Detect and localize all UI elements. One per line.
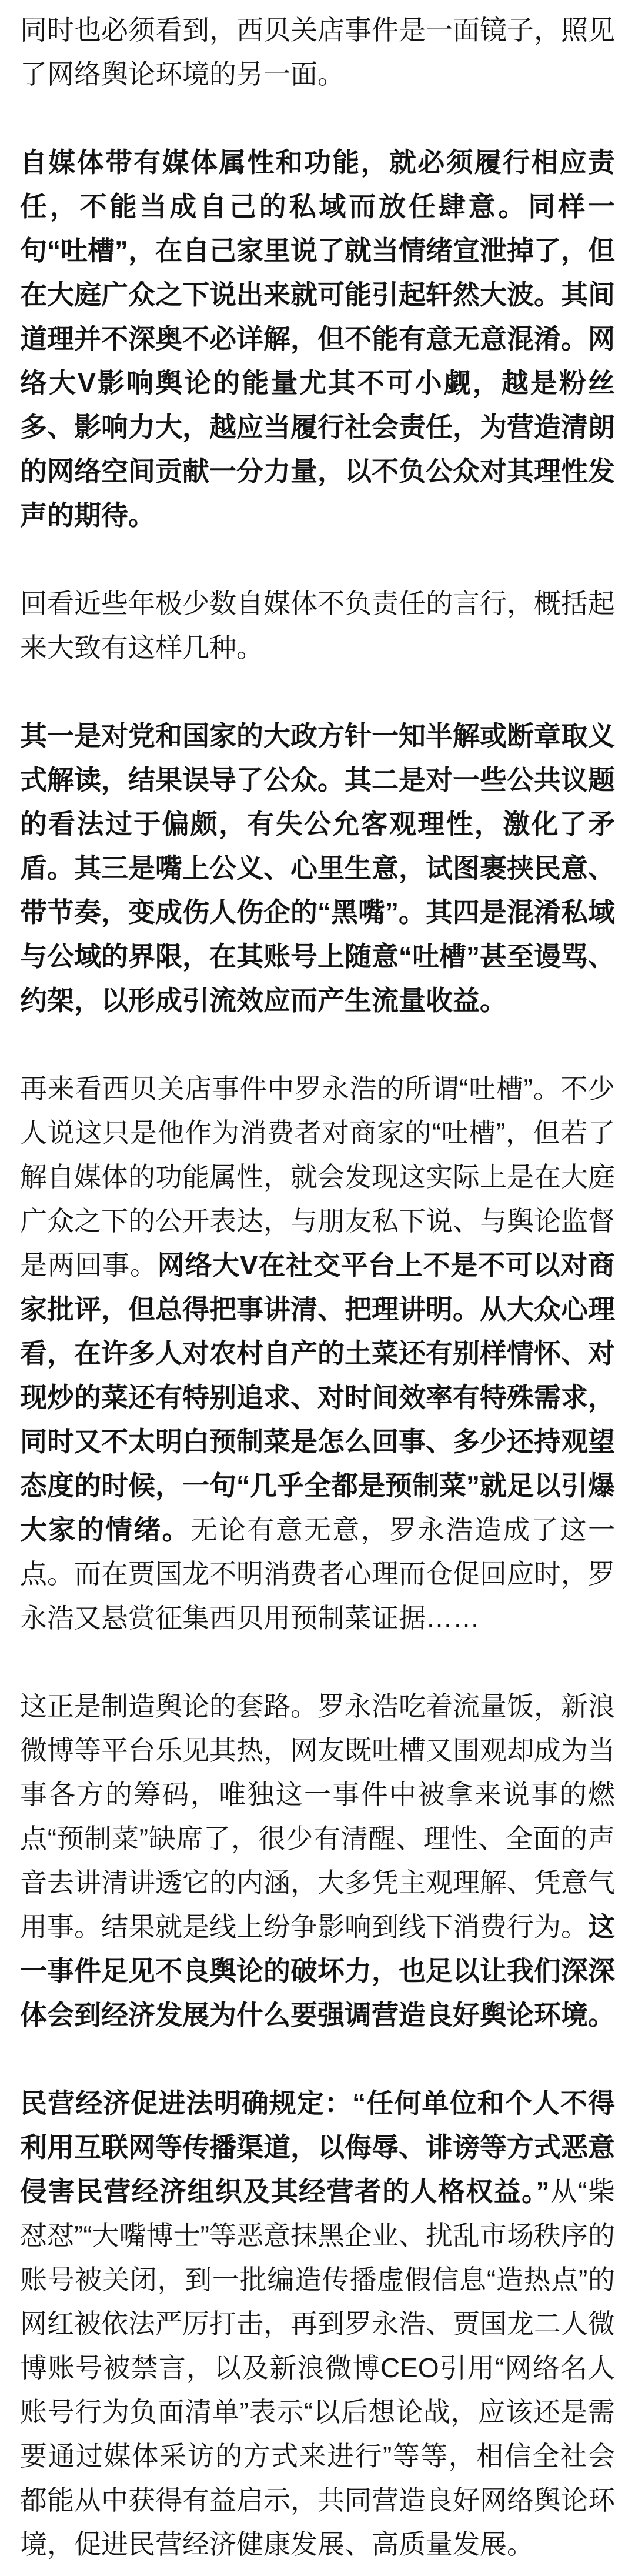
paragraph [20, 1067, 615, 1640]
paragraph [20, 2081, 615, 2567]
paragraph [20, 141, 615, 538]
text-run: 回看近些年极少数自媒体不负责任的言行，概括起来大致有这样几种。 [20, 588, 615, 663]
text-run: 从“柴怼怼”“大嘴博士”等恶意抹黑企业、扰乱市场秩序的账号被关闭，到一批编造传播虚假信息“造热点”的网红被依法严厉打击，再到罗永浩、贾国龙二人微博账号被禁言，以及新浪微博CEO引用“网络名人账号行为负面清单”表示“以后想论战，应该还是需要通过媒体采访的方式来进行”等等，相信全社会都能从中获得有益启示，共同营造良好网络舆论环境，促进民营经济健康发展、高质量发展。 [20, 2176, 616, 2560]
text-run: 这正是制造舆论的套路。罗永浩吃着流量饭，新浪微博等平台乐见其热，网友既吐槽又围观却成为当事各方的筹码，唯独这一事件中被拿来说事的燃点“预制菜”缺席了，很少有清醒、理性、全面的声音去讲清讲透它的内涵，大多凭主观理解、凭意气用事。结果就是线上纷争影响到线下消费行为。 [20, 1691, 615, 1942]
text-run-bold: 民营经济促进法明确规定：“任何单位和个人不得利用互联网等传播渠道，以侮辱、诽谤等方式恶意侵害民营经济组织及其经营者的人格权益。” [20, 2088, 615, 2207]
text-run-bold: 网络大V在社交平台上不是不可以对商家批评，但总得把事讲清、把理讲明。从大众心理看，在许多人对农村自产的土菜还有别样情怀、对现炒的菜还有特别追求、对时间效率有特殊需求，同时又不太明白预制菜是怎么回事、多少还持观望态度的时候，一句“几乎全都是预制菜”就足以引爆大家的情绪。 [20, 1250, 616, 1545]
paragraph [20, 714, 615, 1023]
text-run: 再来看西贝关店事件中罗永浩的所谓“吐槽”。不少人说这只是他作为消费者对商家的“吐槽”，但若了解自媒体的功能属性，就会发现这实际上是在大庭广众之下的公开表达，与朋友私下说、与舆论监督是两回事。 [20, 1073, 615, 1280]
paragraph [20, 582, 615, 670]
text-run-bold: 自媒体带有媒体属性和功能，就必须履行相应责任，不能当成自己的私域而放任肆意。同样一句“吐槽”，在自己家里说了就当情绪宣泄掉了，但在大庭广众之下说出来就可能引起轩然大波。其间道理并不深奥不必详解，但不能有意无意混淆。网络大V影响舆论的能量尤其不可小觑，越是粉丝多、影响力大，越应当履行社会责任，为营造清朗的网络空间贡献一分力量，以不负公众对其理性发声的期待。 [20, 147, 615, 530]
paragraph [20, 1684, 615, 2037]
text-run-bold: 这一事件足见不良舆论的破坏力，也足以让我们深深体会到经济发展为什么要强调营造良好舆论环境。 [20, 1911, 615, 2030]
paragraph [20, 8, 615, 96]
text-run: 无论有意无意，罗永浩造成了这一点。而在贾国龙不明消费者心理而仓促回应时，罗永浩又悬赏征集西贝用预制菜证据…… [20, 1514, 616, 1633]
text-run: 同时也必须看到，西贝关店事件是一面镜子，照见了网络舆论环境的另一面。 [20, 15, 615, 89]
text-run-bold: 其一是对党和国家的大政方针一知半解或断章取义式解读，结果误导了公众。其二是对一些公共议题的看法过于偏颇，有失公允客观理性，激化了矛盾。其三是嘴上公义、心里生意，试图裹挟民意、带节奏，变成伤人伤企的“黑嘴”。其四是混淆私域与公域的界限，在其账号上随意“吐槽”甚至谩骂、约架，以形成引流效应而产生流量收益。 [20, 720, 615, 1016]
